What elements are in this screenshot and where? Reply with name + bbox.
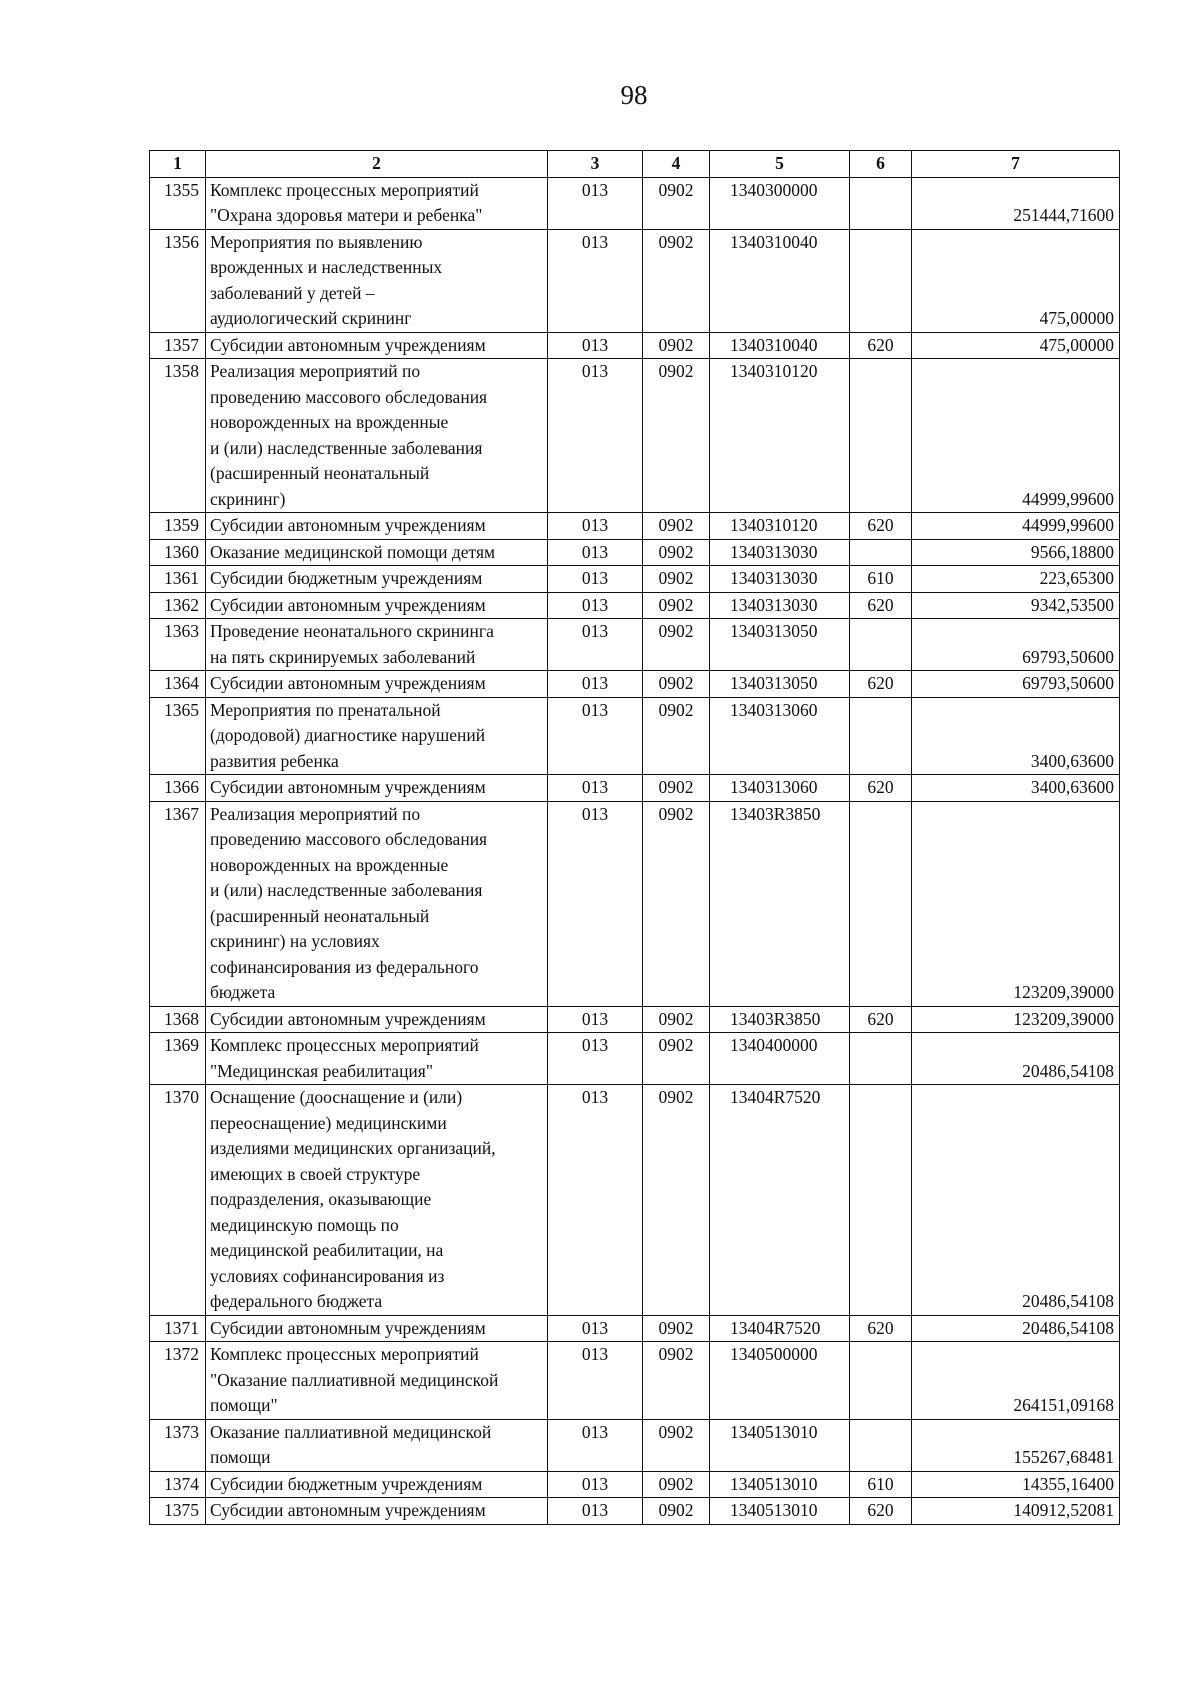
row-name-line: развития ребенка: [210, 750, 339, 771]
amount-cell: 69793,50600: [912, 619, 1120, 671]
table-row: [150, 775, 1120, 802]
row-number-cell: 1375: [150, 1498, 206, 1525]
amount-cell: 20486,54108: [912, 1033, 1120, 1085]
grbs-code-cell: 013: [548, 539, 643, 566]
target-code-cell: 1340513010: [710, 1498, 850, 1525]
row-name-line: Субсидии бюджетным учреждениям: [210, 568, 483, 588]
target-code-cell: 1340400000: [710, 1033, 850, 1085]
section-code-cell: 0902: [643, 177, 710, 229]
row-name-line: Мероприятия по пренатальной: [210, 699, 441, 720]
grbs-code-cell: 013: [548, 1085, 643, 1316]
row-number-cell: 1368: [150, 1006, 206, 1033]
target-code-cell: 1340513010: [710, 1471, 850, 1498]
target-code-cell: 1340313030: [710, 592, 850, 619]
expense-type-cell: [850, 177, 912, 229]
expense-type-cell: 620: [850, 332, 912, 359]
row-name-cell: [206, 1315, 548, 1342]
grbs-code-cell: 013: [548, 177, 643, 229]
row-name-line: скрининг) на условиях: [210, 931, 380, 951]
table-row: [150, 671, 1120, 698]
row-name-line: и (или) наследственные заболевания: [210, 437, 483, 458]
table-body: [150, 177, 1120, 1524]
table-row: [150, 177, 1120, 229]
table-row: [150, 566, 1120, 593]
amount-cell: 44999,99600: [912, 513, 1120, 540]
row-number-cell: 1360: [150, 539, 206, 566]
row-name-cell: [206, 775, 548, 802]
target-code-cell: 1340310120: [710, 513, 850, 540]
row-name-line: (расширенный неонатальный: [210, 905, 430, 926]
amount-cell: 140912,52081: [912, 1498, 1120, 1525]
expense-type-cell: 620: [850, 671, 912, 698]
expense-type-cell: 620: [850, 1315, 912, 1342]
row-name-line: (дородовой) диагностике нарушений: [210, 725, 486, 745]
table-row: [150, 1006, 1120, 1033]
row-number-cell: 1356: [150, 229, 206, 332]
table-row: [150, 592, 1120, 619]
row-number-cell: 1362: [150, 592, 206, 619]
section-code-cell: 0902: [643, 592, 710, 619]
row-name-cell: [206, 229, 548, 332]
row-name-cell: [206, 671, 548, 698]
amount-cell: 20486,54108: [912, 1315, 1120, 1342]
section-code-cell: 0902: [643, 359, 710, 513]
row-name-line: аудиологический скрининг: [210, 308, 412, 328]
row-name-cell: [206, 1498, 548, 1525]
section-code-cell: 0902: [643, 1498, 710, 1525]
row-name-cell: [206, 592, 548, 619]
row-number-cell: 1358: [150, 359, 206, 513]
expense-type-cell: 620: [850, 1006, 912, 1033]
amount-cell: 475,00000: [912, 332, 1120, 359]
row-name-line: новорожденных на врожденные: [210, 854, 449, 875]
section-code-cell: 0902: [643, 513, 710, 540]
target-code-cell: 1340310040: [710, 332, 850, 359]
amount-cell: 14355,16400: [912, 1471, 1120, 1498]
row-name-cell: [206, 566, 548, 593]
row-name-line: Комплекс процессных мероприятий: [210, 1035, 479, 1055]
expense-type-cell: 620: [850, 513, 912, 540]
section-code-cell: 0902: [643, 1085, 710, 1316]
row-name-line: подразделения, оказывающие: [210, 1189, 432, 1209]
table-row: [150, 1471, 1120, 1498]
target-code-cell: 1340513010: [710, 1419, 850, 1471]
row-number-cell: 1359: [150, 513, 206, 540]
target-code-cell: 1340310040: [710, 229, 850, 332]
expense-type-cell: 620: [850, 775, 912, 802]
row-name-cell: [206, 1419, 548, 1471]
expense-type-cell: 610: [850, 566, 912, 593]
expense-type-cell: [850, 539, 912, 566]
expense-type-cell: [850, 801, 912, 1006]
row-name-line: (расширенный неонатальный: [210, 463, 430, 483]
amount-cell: 3400,63600: [912, 697, 1120, 775]
row-name-line: Субсидии автономным учреждениям: [210, 673, 486, 693]
row-name-line: Субсидии автономным учреждениям: [210, 1500, 486, 1520]
row-name-cell: [206, 1085, 548, 1316]
row-name-line: изделиями медицинских организаций,: [210, 1138, 496, 1158]
grbs-code-cell: 013: [548, 229, 643, 332]
target-code-cell: 1340310120: [710, 359, 850, 513]
section-code-cell: 0902: [643, 539, 710, 566]
row-name-line: Субсидии автономным учреждениям: [210, 777, 486, 797]
row-name-line: скрининг): [210, 488, 286, 509]
section-code-cell: 0902: [643, 619, 710, 671]
section-code-cell: 0902: [643, 332, 710, 359]
table-row: [150, 539, 1120, 566]
row-number-cell: 1369: [150, 1033, 206, 1085]
section-code-cell: 0902: [643, 566, 710, 593]
target-code-cell: 1340313050: [710, 619, 850, 671]
row-number-cell: 1357: [150, 332, 206, 359]
column-header: 4: [643, 151, 710, 178]
grbs-code-cell: 013: [548, 671, 643, 698]
row-number-cell: 1374: [150, 1471, 206, 1498]
amount-cell: 155267,68481: [912, 1419, 1120, 1471]
expense-type-cell: [850, 229, 912, 332]
row-name-line: помощи": [210, 1395, 278, 1415]
row-name-line: Реализация мероприятий по: [210, 803, 421, 824]
column-header: 7: [912, 151, 1120, 178]
row-name-line: Субсидии автономным учреждениям: [210, 594, 486, 615]
amount-cell: 264151,09168: [912, 1342, 1120, 1420]
target-code-cell: 13403R3850: [710, 801, 850, 1006]
table-row: [150, 801, 1120, 1006]
row-name-line: условиях софинансирования из: [210, 1265, 445, 1286]
expense-type-cell: [850, 1085, 912, 1316]
row-number-cell: 1373: [150, 1419, 206, 1471]
grbs-code-cell: 013: [548, 1033, 643, 1085]
row-name-cell: [206, 1342, 548, 1420]
amount-cell: 20486,54108: [912, 1085, 1120, 1316]
section-code-cell: 0902: [643, 671, 710, 698]
target-code-cell: 1340313030: [710, 539, 850, 566]
amount-cell: 123209,39000: [912, 801, 1120, 1006]
column-header: 1: [150, 151, 206, 178]
row-name-line: Проведение неонатального скрининга: [210, 621, 494, 641]
row-number-cell: 1371: [150, 1315, 206, 1342]
target-code-cell: 1340300000: [710, 177, 850, 229]
row-name-line: проведению массового обследования: [210, 386, 488, 407]
expense-type-cell: [850, 1419, 912, 1471]
row-name-line: проведению массового обследования: [210, 829, 488, 849]
target-code-cell: 1340500000: [710, 1342, 850, 1420]
row-name-cell: [206, 697, 548, 775]
row-name-line: Реализация мероприятий по: [210, 361, 421, 381]
row-name-line: помощи: [210, 1447, 271, 1467]
table-header-row: [150, 151, 1120, 178]
target-code-cell: 13404R7520: [710, 1085, 850, 1316]
grbs-code-cell: 013: [548, 513, 643, 540]
column-header: 6: [850, 151, 912, 178]
column-header: 2: [206, 151, 548, 178]
row-name-line: Субсидии автономным учреждениям: [210, 1008, 486, 1029]
amount-cell: 123209,39000: [912, 1006, 1120, 1033]
expense-type-cell: 620: [850, 592, 912, 619]
table-row: [150, 513, 1120, 540]
row-name-cell: [206, 332, 548, 359]
target-code-cell: 1340313030: [710, 566, 850, 593]
amount-cell: 475,00000: [912, 229, 1120, 332]
row-name-line: бюджета: [210, 982, 276, 1002]
grbs-code-cell: 013: [548, 359, 643, 513]
section-code-cell: 0902: [643, 1471, 710, 1498]
table-row: [150, 1498, 1120, 1525]
row-name-line: Комплекс процессных мероприятий: [210, 1344, 479, 1364]
expense-type-cell: [850, 1033, 912, 1085]
row-name-line: Оказание медицинской помощи детям: [210, 541, 496, 562]
row-name-line: Комплекс процессных мероприятий: [210, 179, 479, 200]
expense-type-cell: 620: [850, 1498, 912, 1525]
budget-table: [149, 150, 1120, 1525]
row-name-cell: [206, 1033, 548, 1085]
amount-cell: 223,65300: [912, 566, 1120, 593]
table-row: [150, 619, 1120, 671]
row-name-line: "Охрана здоровья матери и ребенка": [210, 205, 483, 225]
row-name-line: переоснащение) медицинскими: [210, 1112, 447, 1133]
row-number-cell: 1363: [150, 619, 206, 671]
grbs-code-cell: 013: [548, 775, 643, 802]
grbs-code-cell: 013: [548, 1471, 643, 1498]
row-name-line: имеющих в своей структуре: [210, 1163, 421, 1184]
row-name-line: заболеваний у детей –: [210, 282, 375, 303]
row-name-line: Субсидии автономным учреждениям: [210, 1317, 486, 1338]
row-name-cell: [206, 539, 548, 566]
row-number-cell: 1355: [150, 177, 206, 229]
row-name-line: врожденных и наследственных: [210, 257, 443, 277]
expense-type-cell: [850, 359, 912, 513]
section-code-cell: 0902: [643, 1342, 710, 1420]
row-name-line: на пять скринируемых заболеваний: [210, 646, 476, 667]
target-code-cell: 1340313060: [710, 775, 850, 802]
row-name-cell: [206, 359, 548, 513]
page-number: 98: [620, 80, 648, 110]
target-code-cell: 1340313060: [710, 697, 850, 775]
expense-type-cell: 610: [850, 1471, 912, 1498]
column-header: 3: [548, 151, 643, 178]
grbs-code-cell: 013: [548, 1006, 643, 1033]
row-name-line: "Медицинская реабилитация": [210, 1060, 433, 1081]
table-row: [150, 332, 1120, 359]
row-name-line: медицинскую помощь по: [210, 1214, 399, 1235]
table-row: [150, 359, 1120, 513]
row-name-cell: [206, 619, 548, 671]
amount-cell: 69793,50600: [912, 671, 1120, 698]
row-name-line: Субсидии автономным учреждениям: [210, 515, 486, 535]
row-name-line: Мероприятия по выявлению: [210, 231, 423, 252]
row-number-cell: 1367: [150, 801, 206, 1006]
grbs-code-cell: 013: [548, 332, 643, 359]
grbs-code-cell: 013: [548, 592, 643, 619]
grbs-code-cell: 013: [548, 1419, 643, 1471]
row-name-line: новорожденных на врожденные: [210, 412, 449, 432]
grbs-code-cell: 013: [548, 1498, 643, 1525]
grbs-code-cell: 013: [548, 1342, 643, 1420]
row-name-cell: [206, 1471, 548, 1498]
row-name-line: Оснащение (дооснащение и (или): [210, 1087, 463, 1107]
section-code-cell: 0902: [643, 801, 710, 1006]
row-name-line: Оказание паллиативной медицинской: [210, 1421, 492, 1442]
expense-type-cell: [850, 1342, 912, 1420]
row-number-cell: 1365: [150, 697, 206, 775]
section-code-cell: 0902: [643, 1006, 710, 1033]
row-number-cell: 1364: [150, 671, 206, 698]
row-name-line: софинансирования из федерального: [210, 956, 479, 977]
row-name-line: федерального бюджета: [210, 1291, 383, 1311]
row-name-cell: [206, 1006, 548, 1033]
grbs-code-cell: 013: [548, 566, 643, 593]
row-number-cell: 1366: [150, 775, 206, 802]
section-code-cell: 0902: [643, 775, 710, 802]
row-number-cell: 1370: [150, 1085, 206, 1316]
row-name-cell: [206, 513, 548, 540]
section-code-cell: 0902: [643, 1315, 710, 1342]
table-row: [150, 229, 1120, 332]
row-name-line: медицинской реабилитации, на: [210, 1240, 444, 1260]
amount-cell: 44999,99600: [912, 359, 1120, 513]
section-code-cell: 0902: [643, 1419, 710, 1471]
amount-cell: 3400,63600: [912, 775, 1120, 802]
grbs-code-cell: 013: [548, 619, 643, 671]
row-number-cell: 1361: [150, 566, 206, 593]
table-row: [150, 1033, 1120, 1085]
row-name-line: "Оказание паллиативной медицинской: [210, 1369, 499, 1390]
table-row: [150, 1315, 1120, 1342]
grbs-code-cell: 013: [548, 697, 643, 775]
table-row: [150, 1342, 1120, 1420]
row-number-cell: 1372: [150, 1342, 206, 1420]
row-name-line: Субсидии бюджетным учреждениям: [210, 1473, 483, 1494]
amount-cell: 251444,71600: [912, 177, 1120, 229]
section-code-cell: 0902: [643, 1033, 710, 1085]
table-row: [150, 1085, 1120, 1316]
expense-type-cell: [850, 697, 912, 775]
target-code-cell: 13403R3850: [710, 1006, 850, 1033]
row-name-line: Субсидии автономным учреждениям: [210, 334, 486, 355]
row-name-cell: [206, 801, 548, 1006]
section-code-cell: 0902: [643, 229, 710, 332]
expense-type-cell: [850, 619, 912, 671]
row-name-cell: [206, 177, 548, 229]
grbs-code-cell: 013: [548, 1315, 643, 1342]
target-code-cell: 1340313050: [710, 671, 850, 698]
column-header: 5: [710, 151, 850, 178]
grbs-code-cell: 013: [548, 801, 643, 1006]
target-code-cell: 13404R7520: [710, 1315, 850, 1342]
table-row: [150, 1419, 1120, 1471]
amount-cell: 9342,53500: [912, 592, 1120, 619]
row-name-line: и (или) наследственные заболевания: [210, 880, 483, 900]
section-code-cell: 0902: [643, 697, 710, 775]
amount-cell: 9566,18800: [912, 539, 1120, 566]
table-row: [150, 697, 1120, 775]
